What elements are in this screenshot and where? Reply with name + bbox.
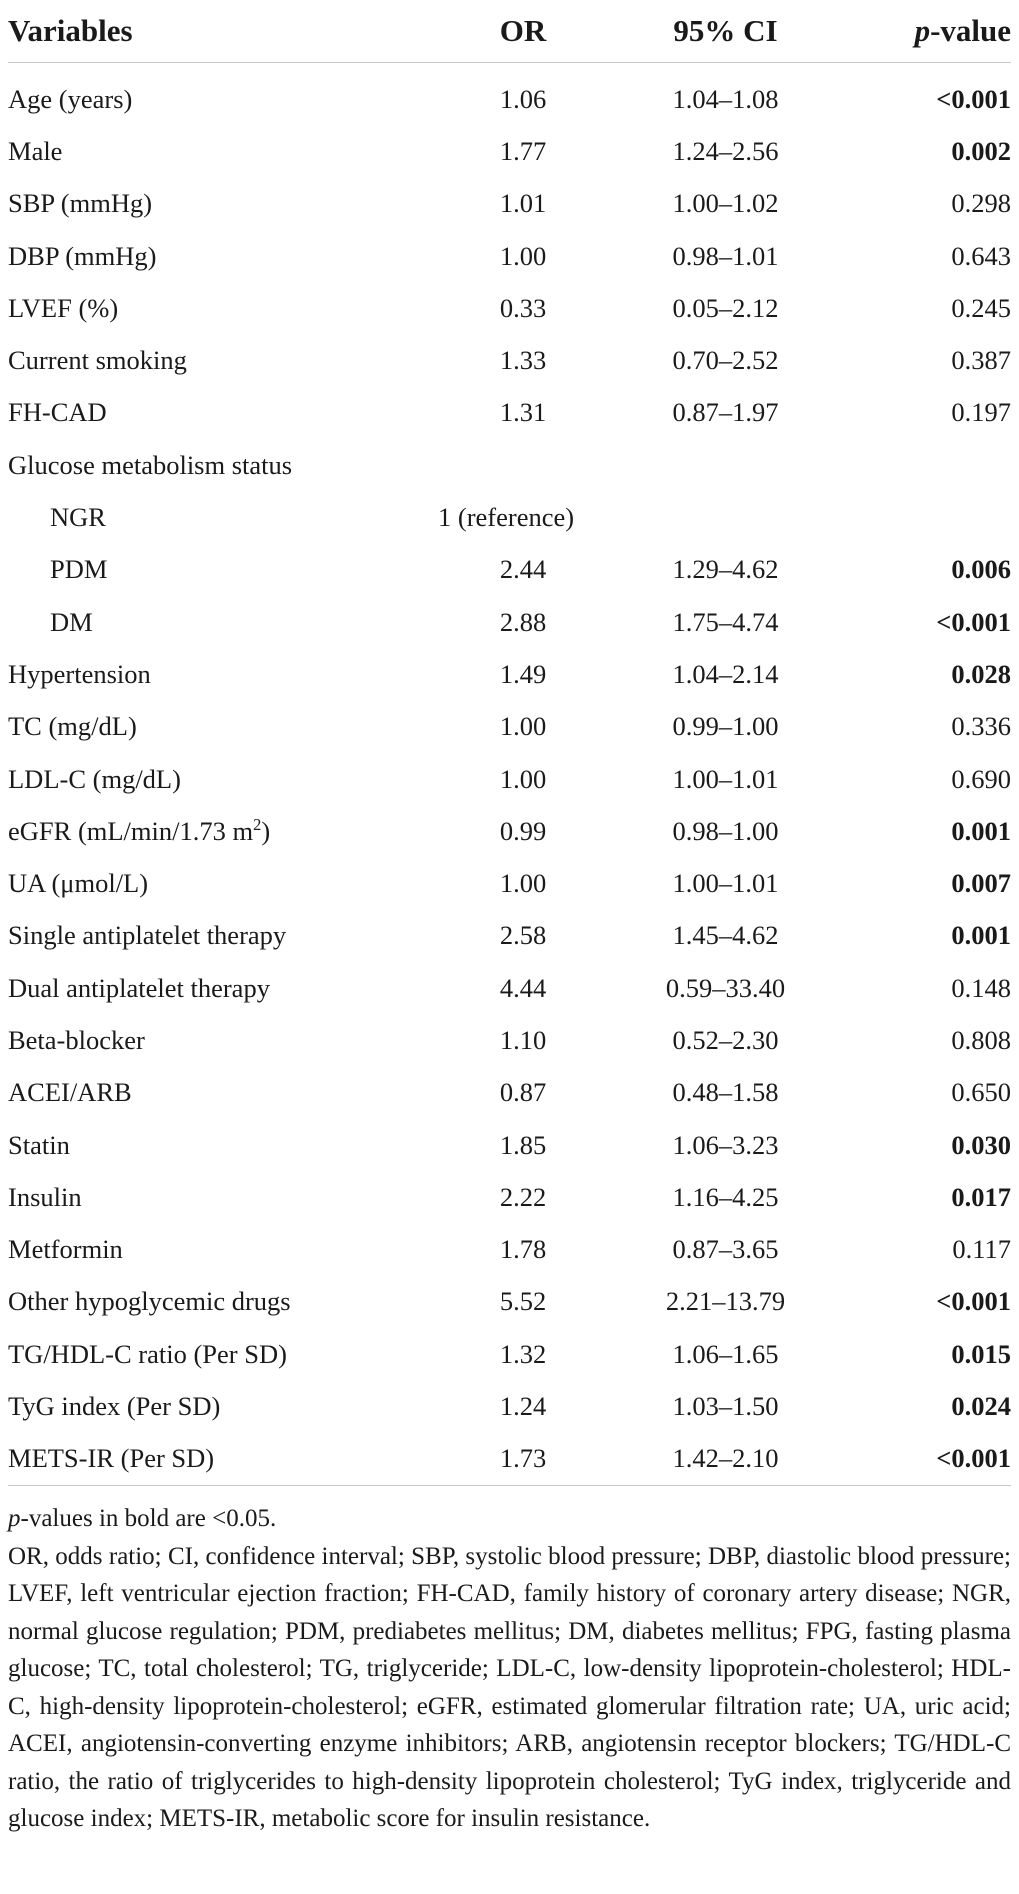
row-confidence-interval: 1.29–4.62 <box>672 554 779 585</box>
table-row <box>8 596 1011 648</box>
row-variable-label: Male <box>8 135 63 166</box>
table-row <box>8 910 1011 962</box>
row-variable <box>8 1276 438 1328</box>
row-variable-label: LVEF (%) <box>8 292 119 323</box>
table-row <box>8 1067 1011 1119</box>
row-confidence-interval: 1.16–4.25 <box>672 1181 779 1212</box>
row-variable-label: Single antiplatelet therapy <box>8 920 287 951</box>
row-p-value: 0.808 <box>951 1024 1011 1055</box>
row-variable <box>8 491 438 543</box>
header-p-italic: p <box>914 13 931 48</box>
table-row <box>8 230 1011 282</box>
row-confidence-interval: 0.48–1.58 <box>672 1077 779 1108</box>
row-confidence-interval: 1.45–4.62 <box>672 920 779 951</box>
row-odds-ratio: 2.88 <box>499 606 547 637</box>
row-odds-ratio: 1.32 <box>499 1338 547 1369</box>
abbreviations-footnote: OR, odds ratio; CI, confidence interval; SBP, systolic blood pressure; DBP, diastolic blood pressure; LVEF, left ventricular ejection fraction; FH-CAD, family history of coronary artery disease; NGR, normal glucose regulation; PDM, prediabetes mellitus; DM, diabetes mellitus; FPG, fasting plasma glucose; TC, total cholesterol; TG, triglyceride; LDL-C, low-density lipoprotein-cholesterol; HDL-C, high-density lipoprotein-cholesterol; eGFR, estimated glomerular filtration rate; UA, uric acid; ACEI, angiotensin-converting enzyme inhibitors; ARB, angiotensin receptor blockers; TG/HDL-C ratio, the ratio of triglycerides to high-density lipoprotein cholesterol; TyG index, triglyceride and glucose index; METS-IR, metabolic score for insulin resistance. <box>8 1542 1011 1833</box>
header-or: OR <box>438 0 608 63</box>
row-confidence-interval: 1.75–4.74 <box>672 606 779 637</box>
row-variable <box>8 334 438 386</box>
table-row <box>8 387 1011 439</box>
table-row <box>8 1119 1011 1171</box>
row-confidence-interval: 0.98–1.01 <box>672 240 779 271</box>
row-odds-ratio: 0.87 <box>499 1077 547 1108</box>
row-variable <box>8 282 438 334</box>
row-odds-ratio: 1.49 <box>499 658 547 689</box>
row-reference: 1 (reference) <box>438 502 575 533</box>
table-row <box>8 1014 1011 1066</box>
row-variable-label: Age (years) <box>8 83 133 114</box>
bold-footnote <box>8 1500 1011 1538</box>
row-variable <box>8 1171 438 1223</box>
row-confidence-interval <box>608 439 843 491</box>
row-p-value: 0.197 <box>951 397 1011 428</box>
table-header <box>8 0 1011 63</box>
row-odds-ratio: 0.33 <box>499 292 547 323</box>
table-row <box>8 857 1011 909</box>
row-p-value: 0.650 <box>951 1077 1011 1108</box>
row-variable-label: DM <box>50 606 93 637</box>
row-odds-ratio: 1.85 <box>499 1129 547 1160</box>
row-variable-label: Dual antiplatelet therapy <box>8 972 270 1003</box>
row-confidence-interval: 1.04–1.08 <box>672 83 779 114</box>
row-variable-label: FH-CAD <box>8 397 107 428</box>
table-row <box>8 334 1011 386</box>
row-variable <box>8 125 438 177</box>
row-odds-ratio: 0.99 <box>499 815 547 846</box>
row-odds-ratio: 2.44 <box>499 554 547 585</box>
row-variable <box>8 1224 438 1276</box>
row-variable-label: LDL-C (mg/dL) <box>8 763 181 794</box>
row-odds-ratio: 1.00 <box>499 763 547 794</box>
row-variable-label: Metformin <box>8 1234 123 1265</box>
row-variable <box>8 1014 438 1066</box>
row-odds-ratio: 1.00 <box>499 711 547 742</box>
row-confidence-interval: 0.87–1.97 <box>672 397 779 428</box>
row-p-value: 0.024 <box>951 1391 1011 1422</box>
row-variable <box>8 648 438 700</box>
row-variable-label: UA (μmol/L) <box>8 868 149 899</box>
row-variable-label: SBP (mmHg) <box>8 188 153 219</box>
table-row <box>8 1433 1011 1486</box>
row-p-value: 0.387 <box>951 345 1011 376</box>
row-p-value: 0.690 <box>951 763 1011 794</box>
row-variable-label: eGFR (mL/min/1.73 m <box>8 815 254 846</box>
row-variable-label: Other hypoglycemic drugs <box>8 1286 291 1317</box>
row-confidence-interval: 0.05–2.12 <box>672 292 779 323</box>
row-variable <box>8 962 438 1014</box>
row-variable-label: Glucose metabolism status <box>8 449 293 480</box>
table-row <box>8 491 1011 543</box>
row-variable <box>8 753 438 805</box>
row-variable-label: TG/HDL-C ratio (Per SD) <box>8 1338 287 1369</box>
row-variable <box>8 701 438 753</box>
row-odds-ratio: 1.10 <box>499 1024 547 1055</box>
row-odds-ratio: 1.24 <box>499 1391 547 1422</box>
row-variable <box>8 805 438 857</box>
row-odds-ratio: 1.00 <box>499 868 547 899</box>
row-p-value: <0.001 <box>936 606 1011 637</box>
row-variable <box>8 387 438 439</box>
row-odds-ratio: 1.01 <box>499 188 547 219</box>
row-p-value: 0.030 <box>951 1129 1011 1160</box>
row-p-value: 0.028 <box>951 658 1011 689</box>
bold-footnote-text: -values in bold are <0.05. <box>20 1505 277 1533</box>
row-confidence-interval: 0.70–2.52 <box>672 345 779 376</box>
table-row <box>8 282 1011 334</box>
row-variable <box>8 857 438 909</box>
row-confidence-interval: 0.98–1.00 <box>672 815 779 846</box>
table-row <box>8 1380 1011 1432</box>
row-confidence-interval: 1.00–1.01 <box>672 868 779 899</box>
row-variable-label: TyG index (Per SD) <box>8 1391 221 1422</box>
row-odds-ratio: 1.78 <box>499 1234 547 1265</box>
row-p-value: 0.001 <box>951 815 1011 846</box>
row-odds-ratio: 1.33 <box>499 345 547 376</box>
table-row <box>8 805 1011 857</box>
table-body <box>8 63 1011 1486</box>
table-row <box>8 701 1011 753</box>
row-variable <box>8 1119 438 1171</box>
row-odds-ratio: 1.00 <box>499 240 547 271</box>
table-row <box>8 178 1011 230</box>
table-row <box>8 439 1011 491</box>
table-row <box>8 544 1011 596</box>
row-p-value: 0.117 <box>952 1234 1011 1265</box>
row-odds-ratio: 4.44 <box>499 972 547 1003</box>
row-p-value: 0.001 <box>951 920 1011 951</box>
table-row <box>8 648 1011 700</box>
row-variable-label: METS-IR (Per SD) <box>8 1443 215 1474</box>
table-row <box>8 962 1011 1014</box>
row-p-value: <0.001 <box>936 83 1011 114</box>
row-variable-label: ACEI/ARB <box>8 1077 132 1108</box>
row-p-value: 0.643 <box>951 240 1011 271</box>
row-variable-label-end: ) <box>261 815 271 846</box>
header-p-suffix: -value <box>930 13 1011 48</box>
row-variable-label: Insulin <box>8 1181 82 1212</box>
row-variable-label: Statin <box>8 1129 70 1160</box>
row-p-value <box>843 439 1011 491</box>
table-row <box>8 125 1011 177</box>
row-variable-label: Hypertension <box>8 658 151 689</box>
table-row <box>8 73 1011 125</box>
row-variable <box>8 544 438 596</box>
row-odds-ratio <box>438 439 608 491</box>
row-variable-label: PDM <box>50 554 108 585</box>
row-confidence-interval: 1.24–2.56 <box>672 135 779 166</box>
odds-ratio-table <box>8 0 1011 1486</box>
table-row <box>8 1276 1011 1328</box>
header-p-value <box>843 0 1011 63</box>
row-p-value: 0.245 <box>951 292 1011 323</box>
table-footnotes <box>8 1500 1011 1838</box>
table-row <box>8 753 1011 805</box>
row-variable-label: NGR <box>50 502 106 533</box>
row-confidence-interval: 2.21–13.79 <box>665 1286 786 1317</box>
row-variable-label: Beta-blocker <box>8 1024 145 1055</box>
row-variable-label: TC (mg/dL) <box>8 711 137 742</box>
row-odds-ratio: 1.31 <box>499 397 547 428</box>
row-p-value: <0.001 <box>936 1286 1011 1317</box>
row-p-value: 0.017 <box>951 1181 1011 1212</box>
row-confidence-interval: 0.52–2.30 <box>672 1024 779 1055</box>
row-confidence-interval: 1.06–3.23 <box>672 1129 779 1160</box>
row-p-value: 0.002 <box>951 135 1011 166</box>
row-confidence-interval: 1.04–2.14 <box>672 658 779 689</box>
row-p-value: 0.015 <box>951 1338 1011 1369</box>
row-p-value: 0.006 <box>951 554 1011 585</box>
table-row <box>8 1328 1011 1380</box>
row-p-value: 0.298 <box>951 188 1011 219</box>
row-variable-label: DBP (mmHg) <box>8 240 157 271</box>
row-p-value: 0.148 <box>951 972 1011 1003</box>
row-odds-ratio: 2.58 <box>499 920 547 951</box>
row-odds-ratio: 5.52 <box>499 1286 547 1317</box>
row-variable <box>8 1328 438 1380</box>
row-variable <box>8 1433 438 1486</box>
row-variable <box>8 1380 438 1432</box>
row-variable <box>8 439 438 491</box>
row-odds-ratio: 2.22 <box>499 1181 547 1212</box>
row-p-value: 0.007 <box>951 868 1011 899</box>
row-variable <box>8 178 438 230</box>
row-odds-ratio: 1.06 <box>499 83 547 114</box>
row-variable-superscript: 2 <box>253 814 262 834</box>
row-confidence-interval: 0.87–3.65 <box>672 1234 779 1265</box>
row-odds-ratio: 1.73 <box>438 1433 608 1486</box>
row-confidence-interval: 1.00–1.01 <box>672 763 779 794</box>
row-variable <box>8 1067 438 1119</box>
row-variable-label: Current smoking <box>8 345 187 376</box>
row-confidence-interval: 1.00–1.02 <box>672 188 779 219</box>
row-confidence-interval: 1.42–2.10 <box>608 1433 843 1486</box>
row-confidence-interval: 0.99–1.00 <box>672 711 779 742</box>
row-variable <box>8 73 438 125</box>
row-confidence-interval: 1.03–1.50 <box>672 1391 779 1422</box>
row-p-value: 0.336 <box>951 711 1011 742</box>
header-variables: Variables <box>8 0 438 63</box>
row-confidence-interval: 1.06–1.65 <box>672 1338 779 1369</box>
row-variable <box>8 230 438 282</box>
row-variable <box>8 910 438 962</box>
row-variable <box>8 596 438 648</box>
row-p-value: <0.001 <box>843 1433 1011 1486</box>
header-ci: 95% CI <box>608 0 843 63</box>
table-row <box>8 1171 1011 1223</box>
table-row <box>8 1224 1011 1276</box>
row-confidence-interval: 0.59–33.40 <box>665 972 786 1003</box>
bold-footnote-italic: p <box>8 1505 21 1533</box>
row-odds-ratio: 1.77 <box>499 135 547 166</box>
